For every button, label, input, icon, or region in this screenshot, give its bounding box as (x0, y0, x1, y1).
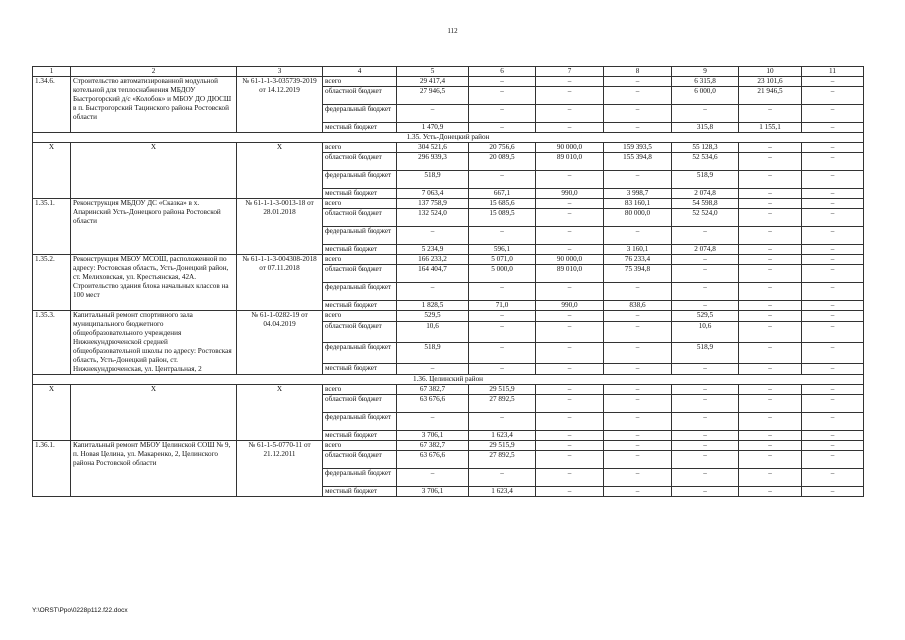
amount-cell: – (739, 255, 802, 265)
amount-cell: – (802, 123, 864, 133)
amount-cell: 667,1 (469, 189, 536, 199)
column-number-cell: 6 (469, 67, 536, 77)
amount-cell: – (739, 431, 802, 441)
table-row (33, 143, 864, 153)
column-number-row (33, 67, 864, 77)
amount-cell: – (739, 143, 802, 153)
item-code: 1.34.6. (33, 77, 71, 133)
amount-cell: – (672, 441, 739, 451)
funding-source-label: федеральный бюджет (323, 283, 397, 301)
amount-cell: – (672, 105, 739, 123)
column-number-cell: 7 (536, 67, 604, 77)
column-number-cell: 5 (397, 67, 469, 77)
amount-cell: – (536, 105, 604, 123)
funding-source-label: всего (323, 199, 397, 209)
amount-cell: – (672, 413, 739, 431)
expertise-document: № 61-1-0282-19 от 04.04.2019 (237, 311, 323, 375)
amount-cell: 166 233,2 (397, 255, 469, 265)
amount-cell: – (802, 363, 864, 374)
amount-cell: – (397, 469, 469, 487)
amount-cell: – (739, 322, 802, 343)
amount-cell: 6 315,8 (672, 77, 739, 87)
amount-cell: – (672, 395, 739, 413)
funding-source-label: федеральный бюджет (323, 469, 397, 487)
amount-cell: 90 000,0 (536, 143, 604, 153)
amount-cell: – (604, 469, 672, 487)
column-number-cell: 11 (802, 67, 864, 77)
amount-cell: – (536, 311, 604, 322)
section-heading-row (33, 375, 864, 385)
amount-cell: 596,1 (469, 245, 536, 255)
amount-cell: – (604, 431, 672, 441)
amount-cell: – (802, 469, 864, 487)
amount-cell: – (469, 322, 536, 343)
funding-source-label: всего (323, 311, 397, 322)
amount-cell: 5 071,0 (469, 255, 536, 265)
expertise-document: Х (237, 385, 323, 441)
funding-source-label: местный бюджет (323, 123, 397, 133)
amount-cell: – (536, 413, 604, 431)
amount-cell: – (604, 342, 672, 363)
amount-cell: – (536, 451, 604, 469)
amount-cell: 3 706,1 (397, 431, 469, 441)
amount-cell: 67 382,7 (397, 441, 469, 451)
page-number: 112 (447, 27, 458, 35)
amount-cell: – (536, 469, 604, 487)
amount-cell: – (739, 171, 802, 189)
amount-cell: – (469, 469, 536, 487)
amount-cell: – (469, 123, 536, 133)
column-number-cell: 3 (237, 67, 323, 77)
amount-cell: 20 089,5 (469, 153, 536, 171)
amount-cell: 15 089,5 (469, 209, 536, 227)
column-number-cell: 8 (604, 67, 672, 77)
amount-cell: 5 000,0 (469, 265, 536, 283)
item-code: 1.35.2. (33, 255, 71, 311)
amount-cell: – (672, 265, 739, 283)
amount-cell: – (604, 105, 672, 123)
amount-cell: – (604, 363, 672, 374)
amount-cell: – (739, 245, 802, 255)
amount-cell: 1 828,5 (397, 301, 469, 311)
amount-cell: – (604, 441, 672, 451)
amount-cell: – (672, 431, 739, 441)
amount-cell: – (739, 385, 802, 395)
amount-cell: 90 000,0 (536, 255, 604, 265)
amount-cell: – (739, 363, 802, 374)
amount-cell: – (536, 322, 604, 343)
amount-cell: 838,6 (604, 301, 672, 311)
amount-cell: – (739, 199, 802, 209)
funding-source-label: местный бюджет (323, 431, 397, 441)
amount-cell: – (802, 311, 864, 322)
amount-cell: – (397, 413, 469, 431)
table-row (33, 255, 864, 265)
expertise-document: № 61-1-1-3-0013-18 от 28.01.2018 (237, 199, 323, 255)
funding-source-label: всего (323, 143, 397, 153)
amount-cell: – (469, 105, 536, 123)
amount-cell: – (672, 487, 739, 497)
amount-cell: – (604, 171, 672, 189)
amount-cell: 315,8 (672, 123, 739, 133)
amount-cell: – (802, 395, 864, 413)
amount-cell: – (739, 153, 802, 171)
amount-cell: – (739, 283, 802, 301)
amount-cell: – (672, 255, 739, 265)
amount-cell: 132 524,0 (397, 209, 469, 227)
amount-cell: – (469, 283, 536, 301)
amount-cell: – (604, 451, 672, 469)
amount-cell: – (536, 227, 604, 245)
amount-cell: – (739, 441, 802, 451)
amount-cell: 164 404,7 (397, 265, 469, 283)
item-name: Реконструкция МБДОУ ДС «Сказка» в х. Апаринский Усть-Донецкого района Ростовской области (71, 199, 237, 255)
column-number-cell: 4 (323, 67, 397, 77)
amount-cell: – (397, 283, 469, 301)
amount-cell: 10,6 (672, 322, 739, 343)
amount-cell: 518,9 (397, 171, 469, 189)
funding-source-label: областной бюджет (323, 322, 397, 343)
funding-source-label: всего (323, 255, 397, 265)
file-path-footer: Y:\ORST\Ppo\0228p112.f22.docx (32, 607, 128, 614)
amount-cell: 137 758,9 (397, 199, 469, 209)
funding-source-label: местный бюджет (323, 245, 397, 255)
amount-cell: – (802, 342, 864, 363)
amount-cell: – (536, 283, 604, 301)
table-row (33, 441, 864, 451)
financing-table (32, 66, 864, 497)
amount-cell: – (739, 265, 802, 283)
amount-cell: 3 706,1 (397, 487, 469, 497)
amount-cell: 29 515,9 (469, 441, 536, 451)
amount-cell: – (536, 431, 604, 441)
item-code: Х (33, 143, 71, 199)
amount-cell: 83 160,1 (604, 199, 672, 209)
amount-cell: 21 946,5 (739, 87, 802, 105)
item-code: Х (33, 385, 71, 441)
amount-cell: – (604, 283, 672, 301)
item-code: 1.35.1. (33, 199, 71, 255)
amount-cell: – (604, 311, 672, 322)
amount-cell: – (802, 209, 864, 227)
table-row (33, 77, 864, 87)
amount-cell: – (672, 451, 739, 469)
amount-cell: 6 000,0 (672, 87, 739, 105)
funding-source-label: областной бюджет (323, 87, 397, 105)
amount-cell: – (469, 342, 536, 363)
amount-cell: – (536, 342, 604, 363)
section-title: 1.35. Усть-Донецкий район (33, 133, 864, 143)
amount-cell: 55 128,3 (672, 143, 739, 153)
item-name: Строительство автоматизированной модульной котельной для теплоснабжения МБДОУ Быстрогорский д/с «Колобок» и МБОУ ДО ДЮСШ в п. Быстрогорский Тацинского района Ростовской области (71, 77, 237, 133)
amount-cell: 159 393,5 (604, 143, 672, 153)
funding-source-label: федеральный бюджет (323, 171, 397, 189)
amount-cell: – (536, 199, 604, 209)
amount-cell: 296 939,3 (397, 153, 469, 171)
expertise-document: Х (237, 143, 323, 199)
amount-cell: – (802, 265, 864, 283)
funding-source-label: областной бюджет (323, 395, 397, 413)
amount-cell: 155 394,8 (604, 153, 672, 171)
funding-source-label: областной бюджет (323, 153, 397, 171)
amount-cell: 76 233,4 (604, 255, 672, 265)
item-name: Капитальный ремонт МБОУ Целинской СОШ № 9, п. Новая Целина, ул. Макаренко, 2, Целинского района Ростовской области (71, 441, 237, 497)
amount-cell: 75 394,8 (604, 265, 672, 283)
amount-cell: – (802, 413, 864, 431)
amount-cell: – (604, 322, 672, 343)
amount-cell: 304 521,6 (397, 143, 469, 153)
expertise-document: № 61-1-1-3-035739-2019 от 14.12.2019 (237, 77, 323, 133)
amount-cell: 29 417,4 (397, 77, 469, 87)
funding-source-label: всего (323, 441, 397, 451)
amount-cell: – (604, 87, 672, 105)
amount-cell: 2 074,8 (672, 245, 739, 255)
amount-cell: – (536, 87, 604, 105)
funding-source-label: местный бюджет (323, 189, 397, 199)
column-number-cell: 2 (71, 67, 237, 77)
amount-cell: – (739, 209, 802, 227)
amount-cell: – (672, 363, 739, 374)
amount-cell: – (802, 171, 864, 189)
item-name: Капитальный ремонт спортивного зала муниципального бюджетного общеобразовательного учреждения Нижнекундрюченской средней общеобразовательной школы по адресу: Ростовская область, Усть-Донецкий район, ст. Нижнекундрюченская, ул. Центральная, 2 (71, 311, 237, 375)
amount-cell: – (802, 199, 864, 209)
amount-cell: – (739, 451, 802, 469)
amount-cell: – (672, 283, 739, 301)
table-row (33, 311, 864, 322)
amount-cell: 52 534,6 (672, 153, 739, 171)
item-name: Х (71, 385, 237, 441)
expertise-document: № 61-1-5-0770-11 от 21.12.2011 (237, 441, 323, 497)
amount-cell: – (536, 441, 604, 451)
amount-cell: – (397, 363, 469, 374)
funding-source-label: федеральный бюджет (323, 342, 397, 363)
amount-cell: – (536, 77, 604, 87)
amount-cell: 89 010,0 (536, 265, 604, 283)
amount-cell: – (802, 441, 864, 451)
amount-cell: 3 998,7 (604, 189, 672, 199)
item-name: Реконструкция МБОУ МСОШ, расположенной по адресу: Ростовская область, Усть-Донецкий район, ст. Мелиховская, ул. Крестьянская, 42А. Строительство здания блока начальных классов на 100 мест (71, 255, 237, 311)
amount-cell: 54 598,8 (672, 199, 739, 209)
amount-cell: – (604, 487, 672, 497)
amount-cell: – (536, 385, 604, 395)
amount-cell: – (802, 227, 864, 245)
amount-cell: – (802, 153, 864, 171)
amount-cell: 52 524,0 (672, 209, 739, 227)
amount-cell: 15 685,6 (469, 199, 536, 209)
amount-cell: 1 623,4 (469, 487, 536, 497)
amount-cell: – (604, 77, 672, 87)
funding-source-label: областной бюджет (323, 265, 397, 283)
amount-cell: 990,0 (536, 301, 604, 311)
amount-cell: – (739, 342, 802, 363)
amount-cell: – (469, 171, 536, 189)
funding-source-label: всего (323, 385, 397, 395)
funding-source-label: федеральный бюджет (323, 413, 397, 431)
amount-cell: – (604, 123, 672, 133)
amount-cell: 3 160,1 (604, 245, 672, 255)
amount-cell: – (536, 363, 604, 374)
amount-cell: – (536, 209, 604, 227)
expertise-document: № 61-1-1-3-004308-2018 от 07.11.2018 (237, 255, 323, 311)
amount-cell: – (739, 189, 802, 199)
funding-source-label: федеральный бюджет (323, 227, 397, 245)
amount-cell: – (672, 227, 739, 245)
amount-cell: – (802, 105, 864, 123)
amount-cell: – (397, 105, 469, 123)
amount-cell: – (469, 413, 536, 431)
amount-cell: – (672, 301, 739, 311)
amount-cell: 1 470,9 (397, 123, 469, 133)
funding-source-label: всего (323, 77, 397, 87)
amount-cell: 20 756,6 (469, 143, 536, 153)
amount-cell: 89 010,0 (536, 153, 604, 171)
amount-cell: – (739, 487, 802, 497)
column-number-cell: 10 (739, 67, 802, 77)
amount-cell: – (802, 431, 864, 441)
amount-cell: 2 074,8 (672, 189, 739, 199)
amount-cell: 990,0 (536, 189, 604, 199)
funding-source-label: местный бюджет (323, 363, 397, 374)
amount-cell: 1 155,1 (739, 123, 802, 133)
funding-source-label: местный бюджет (323, 487, 397, 497)
amount-cell: 27 892,5 (469, 451, 536, 469)
section-heading-row (33, 133, 864, 143)
amount-cell: – (469, 77, 536, 87)
amount-cell: – (469, 87, 536, 105)
amount-cell: 518,9 (672, 342, 739, 363)
amount-cell: – (802, 77, 864, 87)
amount-cell: 529,5 (397, 311, 469, 322)
amount-cell: 67 382,7 (397, 385, 469, 395)
section-title: 1.36. Целинский район (33, 375, 864, 385)
funding-source-label: областной бюджет (323, 209, 397, 227)
amount-cell: – (739, 105, 802, 123)
amount-cell: 529,5 (672, 311, 739, 322)
amount-cell: – (739, 301, 802, 311)
amount-cell: – (604, 385, 672, 395)
amount-cell: – (802, 301, 864, 311)
amount-cell: – (536, 123, 604, 133)
amount-cell: 63 676,6 (397, 451, 469, 469)
column-number-cell: 1 (33, 67, 71, 77)
amount-cell: – (739, 311, 802, 322)
item-name: Х (71, 143, 237, 199)
amount-cell: – (672, 385, 739, 395)
amount-cell: – (604, 395, 672, 413)
funding-source-label: областной бюджет (323, 451, 397, 469)
amount-cell: – (536, 245, 604, 255)
amount-cell: – (802, 283, 864, 301)
amount-cell: – (469, 311, 536, 322)
amount-cell: – (672, 469, 739, 487)
amount-cell: – (802, 189, 864, 199)
amount-cell: 23 101,6 (739, 77, 802, 87)
amount-cell: 71,0 (469, 301, 536, 311)
amount-cell: 27 892,5 (469, 395, 536, 413)
amount-cell: 5 234,9 (397, 245, 469, 255)
amount-cell: – (739, 227, 802, 245)
table-row (33, 385, 864, 395)
amount-cell: – (604, 413, 672, 431)
amount-cell: – (469, 363, 536, 374)
amount-cell: 518,9 (672, 171, 739, 189)
amount-cell: – (536, 171, 604, 189)
amount-cell: – (802, 322, 864, 343)
amount-cell: – (802, 487, 864, 497)
amount-cell: – (604, 227, 672, 245)
amount-cell: – (802, 451, 864, 469)
item-code: 1.35.3. (33, 311, 71, 375)
amount-cell: – (469, 227, 536, 245)
funding-source-label: федеральный бюджет (323, 105, 397, 123)
amount-cell: 29 515,9 (469, 385, 536, 395)
amount-cell: – (802, 143, 864, 153)
amount-cell: – (739, 413, 802, 431)
amount-cell: – (802, 385, 864, 395)
amount-cell: – (536, 395, 604, 413)
amount-cell: – (802, 87, 864, 105)
amount-cell: 7 063,4 (397, 189, 469, 199)
amount-cell: – (802, 255, 864, 265)
amount-cell: – (739, 395, 802, 413)
funding-source-label: местный бюджет (323, 301, 397, 311)
amount-cell: – (802, 245, 864, 255)
amount-cell: – (536, 487, 604, 497)
amount-cell: 27 946,5 (397, 87, 469, 105)
item-code: 1.36.1. (33, 441, 71, 497)
amount-cell: 80 000,0 (604, 209, 672, 227)
column-number-cell: 9 (672, 67, 739, 77)
amount-cell: 518,9 (397, 342, 469, 363)
amount-cell: 1 623,4 (469, 431, 536, 441)
amount-cell: 10,6 (397, 322, 469, 343)
amount-cell: 63 676,6 (397, 395, 469, 413)
amount-cell: – (397, 227, 469, 245)
table-row (33, 199, 864, 209)
amount-cell: – (739, 469, 802, 487)
